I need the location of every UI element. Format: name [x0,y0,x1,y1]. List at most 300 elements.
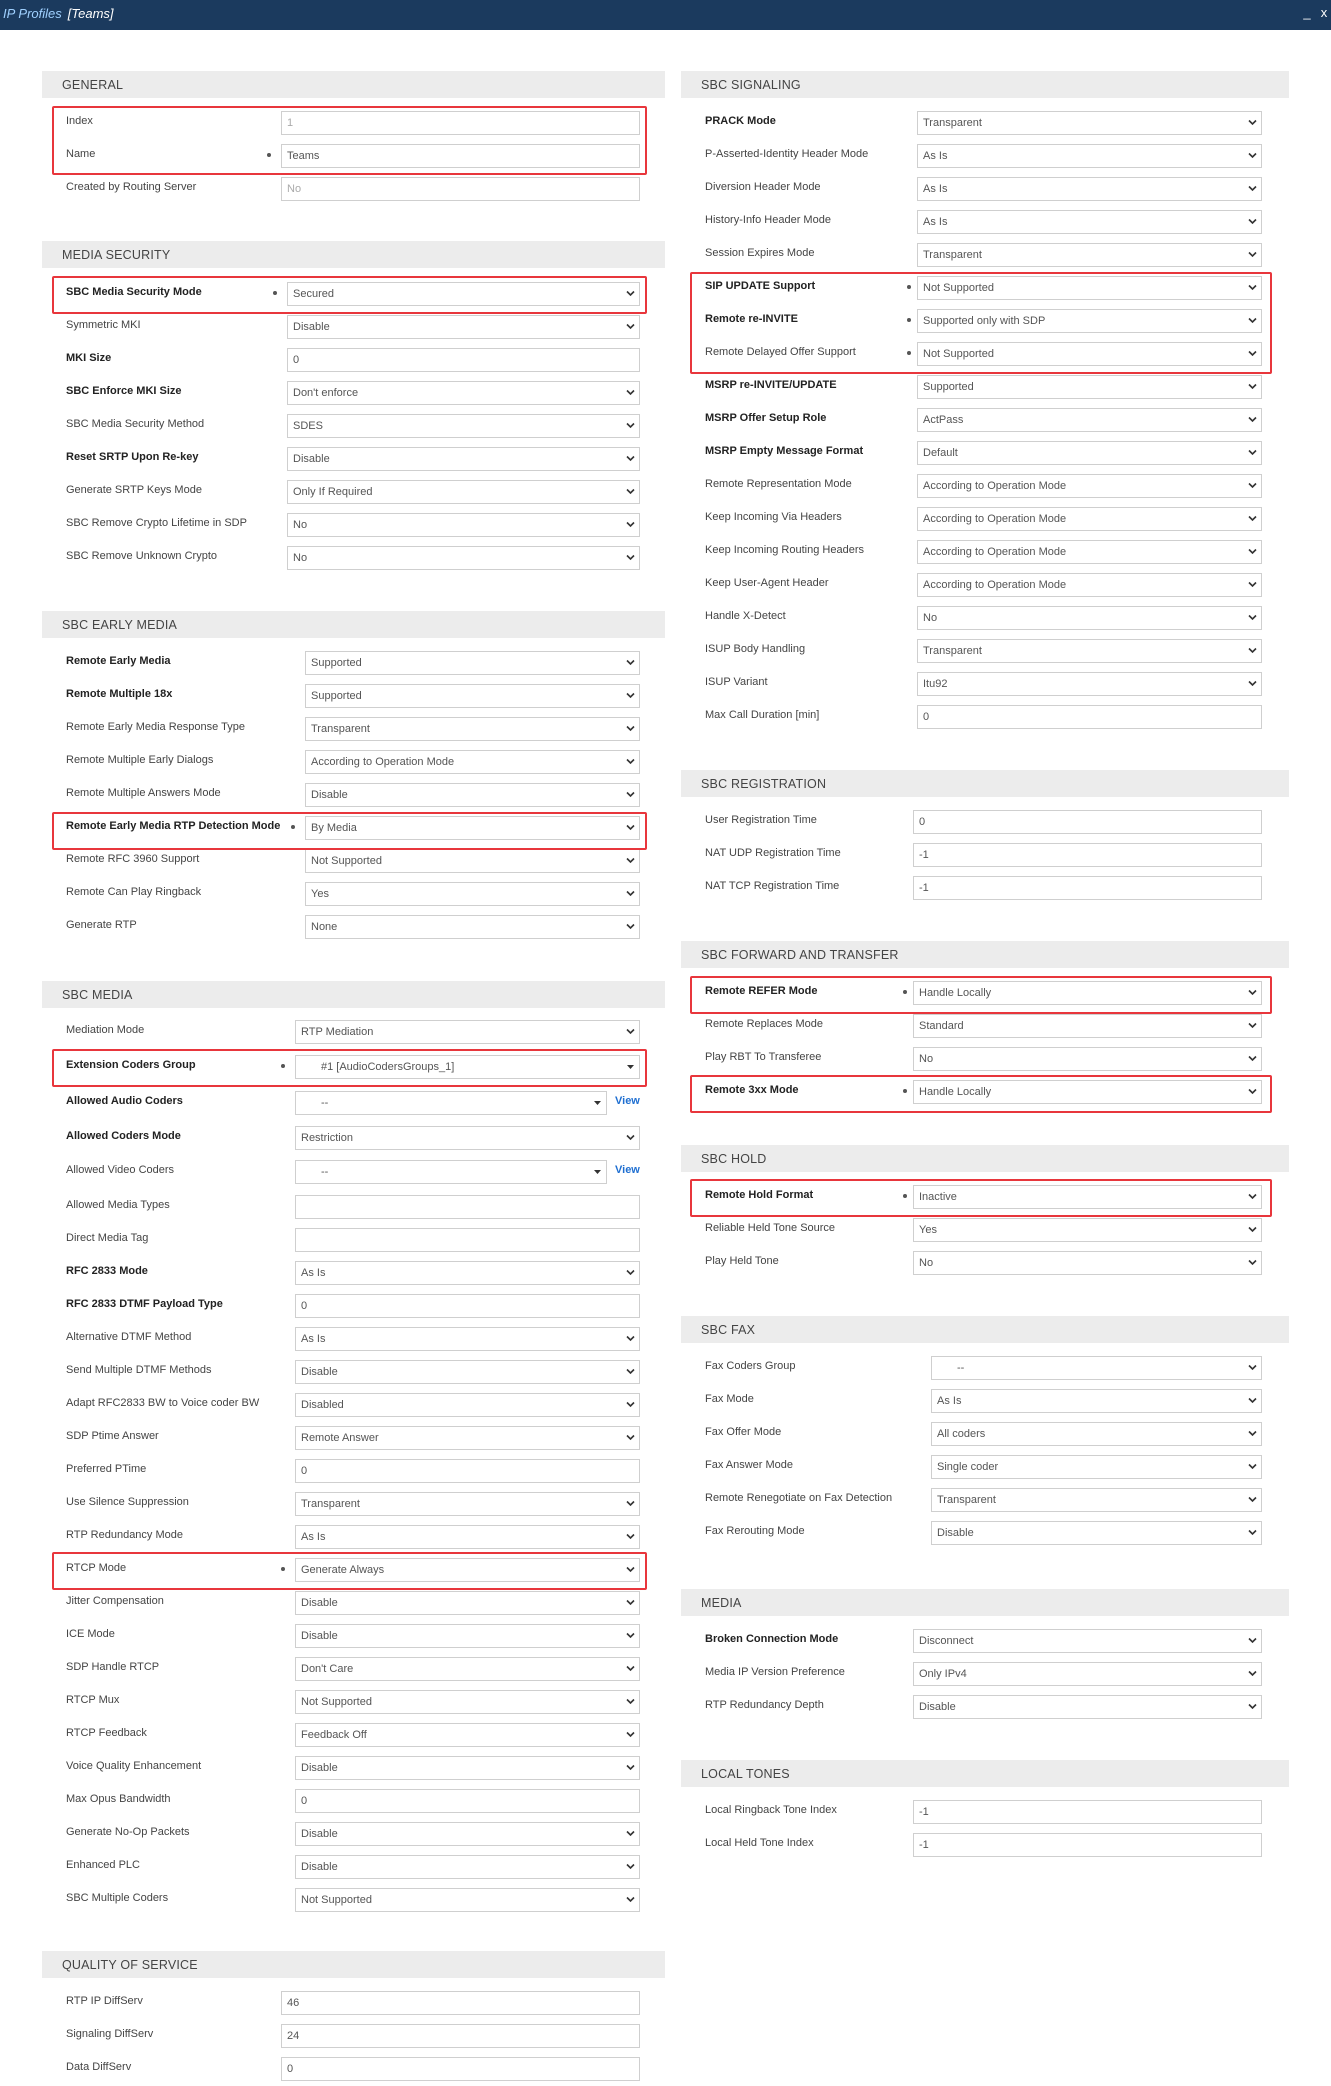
chevron-down-icon [1248,547,1256,555]
remote-refer-mode-select[interactable] [913,981,1262,1005]
msrp-re-invite-update-select[interactable] [917,375,1262,399]
play-rbt-to-transferee-select[interactable] [913,1047,1262,1071]
field-value: -1 [919,882,929,894]
field-row-rtp-ip-diffserv [0,1988,1331,2018]
field-value: Standard [919,1020,964,1032]
nat-udp-registration-time-input[interactable] [913,843,1262,867]
alternative-dtmf-method-select[interactable] [295,1327,640,1351]
chevron-down-icon [1248,316,1256,324]
msrp-offer-setup-role-select[interactable] [917,408,1262,432]
field-value: 0 [919,816,926,828]
chevron-down-icon [1248,646,1256,654]
field-value: Disable [293,453,330,465]
field-label: ISUP Variant [705,676,768,688]
chevron-down-icon [626,1334,634,1342]
field-value: As Is [923,216,948,228]
chevron-down-icon [1248,1462,1256,1470]
field-row-max-call-duration-min [0,702,1331,732]
field-label: Allowed Coders Mode [66,1130,181,1142]
field-value: Supported only with SDP [923,315,1046,327]
section-header-local-tones: LOCAL TONES [681,1760,1289,1787]
field-row-diversion-header-mode [0,174,1331,204]
field-value: Default [923,447,958,459]
local-ringback-tone-index-input[interactable] [913,1800,1262,1824]
field-value: Supported [923,381,974,393]
field-label: Reliable Held Tone Source [705,1222,836,1234]
field-row-rtcp-feedback [0,1720,1331,1750]
field-value: Not Supported [301,1696,372,1708]
field-row-nat-tcp-registration-time [0,873,1331,903]
chevron-down-icon [626,1862,634,1870]
voice-quality-enhancement-select[interactable] [295,1756,640,1780]
field-row-rtcp-mode [0,1555,1331,1585]
remote-replaces-mode-select[interactable] [913,1014,1262,1038]
section-header-media: MEDIA [681,1589,1289,1616]
field-label: Created by Routing Server [66,181,197,193]
field-value: 0 [301,1465,308,1477]
fax-mode-select[interactable] [931,1389,1262,1413]
chevron-down-icon [1248,118,1256,126]
local-held-tone-index-input[interactable] [913,1833,1262,1857]
field-label: RTP IP DiffServ [66,1995,143,2007]
field-value: Only If Required [293,486,373,498]
max-call-duration-min-input[interactable] [917,705,1262,729]
field-label: Remote RFC 3960 Support [66,853,200,865]
broken-connection-mode-select[interactable] [913,1629,1262,1653]
rtp-redundancy-depth-select[interactable] [913,1695,1262,1719]
window-title-text: IP Profiles [3,6,62,21]
field-value: According to Operation Mode [923,480,1067,492]
field-row-keep-user-agent-header [0,570,1331,600]
field-value: Disable [301,1861,338,1873]
field-label: SBC Remove Unknown Crypto [66,550,218,562]
prack-mode-select[interactable] [917,111,1262,135]
field-label: SBC Media Security Method [66,418,205,430]
field-row-broken-connection-mode [0,1626,1331,1656]
field-row-sbc-multiple-coders [0,1885,1331,1915]
field-value: Remote Answer [301,1432,379,1444]
chevron-down-icon [1248,1021,1256,1029]
chevron-down-icon [1248,988,1256,996]
field-label: RTP Redundancy Mode [66,1529,183,1541]
field-row-remote-hold-format [0,1182,1331,1212]
chevron-down-icon [626,1763,634,1771]
field-value: As Is [937,1395,962,1407]
jitter-compensation-select[interactable] [295,1591,640,1615]
field-label: PRACK Mode [705,115,776,127]
field-label: Remote re-INVITE [705,313,798,325]
field-value: 0 [301,1795,308,1807]
chevron-down-icon [1248,184,1256,192]
field-row-fax-answer-mode [0,1452,1331,1482]
remote-representation-mode-select[interactable] [917,474,1262,498]
field-row-history-info-header-mode [0,207,1331,237]
fax-rerouting-mode-select[interactable] [931,1521,1262,1545]
field-label: Fax Coders Group [705,1360,796,1372]
chevron-down-icon [1248,613,1256,621]
field-label: Remote Multiple Early Dialogs [66,754,214,766]
fax-coders-group-select[interactable] [931,1356,1262,1380]
field-label: Fax Offer Mode [705,1426,782,1438]
field-value: Single coder [937,1461,999,1473]
field-label: Allowed Audio Coders [66,1095,183,1107]
field-value: 46 [287,1997,300,2009]
field-row-isup-variant [0,669,1331,699]
field-value: Transparent [923,117,982,129]
field-row-keep-incoming-via-headers [0,504,1331,534]
field-label: Play RBT To Transferee [705,1051,822,1063]
chevron-down-icon [1248,1396,1256,1404]
chevron-down-icon [1248,1225,1256,1233]
field-value: According to Operation Mode [923,546,1067,558]
field-label: MSRP Offer Setup Role [705,412,827,424]
field-row-p-asserted-identity-header-mode [0,141,1331,171]
field-value: SDES [293,420,323,432]
chevron-down-icon [626,922,634,930]
chevron-down-icon [626,1565,634,1573]
field-value: No [293,552,308,564]
field-label: ISUP Body Handling [705,643,806,655]
field-row-user-registration-time [0,807,1331,837]
nat-tcp-registration-time-input[interactable] [913,876,1262,900]
field-row-local-ringback-tone-index [0,1797,1331,1827]
close-icon[interactable]: x [1320,5,1328,20]
field-value: Handle Locally [919,1086,992,1098]
field-label: Voice Quality Enhancement [66,1760,202,1772]
section-header-media-security: MEDIA SECURITY [42,241,665,268]
field-label: P-Asserted-Identity Header Mode [705,148,869,160]
chevron-down-icon [1248,382,1256,390]
field-row-msrp-re-invite-update [0,372,1331,402]
field-label: NAT TCP Registration Time [705,880,840,892]
field-value: Transparent [311,723,370,735]
media-ip-version-preference-select[interactable] [913,1662,1262,1686]
field-value: Transparent [937,1494,996,1506]
field-value: Disable [919,1701,956,1713]
field-row-keep-incoming-routing-headers [0,537,1331,567]
modified-indicator-icon [903,1089,907,1093]
field-value: No [919,1053,934,1065]
msrp-empty-message-format-select[interactable] [917,441,1262,465]
field-label: Remote Early Media RTP Detection Mode [66,820,281,832]
field-value: Disable [301,1828,338,1840]
field-label: Generate SRTP Keys Mode [66,484,202,496]
chevron-down-icon [1248,679,1256,687]
remote-hold-format-select[interactable] [913,1185,1262,1209]
field-value: According to Operation Mode [923,579,1067,591]
chevron-down-icon [1248,1054,1256,1062]
remote-3xx-mode-select[interactable] [913,1080,1262,1104]
field-label: Mediation Mode [66,1024,145,1036]
field-value: Disable [301,1597,338,1609]
sip-update-support-select[interactable] [917,276,1262,300]
field-label: Allowed Media Types [66,1199,170,1211]
field-label: Preferred PTime [66,1463,147,1475]
diversion-header-mode-select[interactable] [917,177,1262,201]
field-row-remote-replaces-mode [0,1011,1331,1041]
remote-delayed-offer-support-select[interactable] [917,342,1262,366]
field-row-fax-offer-mode [0,1419,1331,1449]
field-row-fax-rerouting-mode [0,1518,1331,1548]
field-value: Only IPv4 [919,1668,967,1680]
field-label: Generate RTP [66,919,137,931]
field-label: SBC Media Security Mode [66,286,202,298]
field-value: -- [957,1362,965,1374]
field-row-remote-3xx-mode [0,1077,1331,1107]
field-label: Diversion Header Mode [705,181,821,193]
rtcp-feedback-select[interactable] [295,1723,640,1747]
field-value: 24 [287,2030,300,2042]
keep-incoming-via-headers-select[interactable] [917,507,1262,531]
field-label: RTCP Mode [66,1562,127,1574]
field-row-signaling-diffserv [0,2021,1331,2051]
field-label: Max Call Duration [min] [705,709,820,721]
section-header-sbc-media: SBC MEDIA [42,981,665,1008]
field-label: RTP Redundancy Depth [705,1699,824,1711]
field-value: Yes [311,888,329,900]
field-label: Keep Incoming Via Headers [705,511,842,523]
isup-body-handling-select[interactable] [917,639,1262,663]
field-label: Remote Hold Format [705,1189,814,1201]
field-value: By Media [311,822,357,834]
data-diffserv-input[interactable] [281,2057,640,2081]
field-row-fax-coders-group [0,1353,1331,1383]
allowed-coders-mode-select[interactable] [295,1126,640,1150]
rtcp-mode-select[interactable] [295,1558,640,1582]
field-label: Max Opus Bandwidth [66,1793,171,1805]
field-label: Local Held Tone Index [705,1837,814,1849]
chevron-down-icon [1248,481,1256,489]
view-link-allowed-audio-coders[interactable]: View [615,1095,640,1107]
field-label: Play Held Tone [705,1255,779,1267]
field-label: Data DiffServ [66,2061,132,2073]
field-value: -1 [919,849,929,861]
fax-answer-mode-select[interactable] [931,1455,1262,1479]
chevron-down-icon [1248,514,1256,522]
chevron-down-icon [1248,1429,1256,1437]
modified-indicator-icon [907,285,911,289]
field-label: Remote Early Media [66,655,171,667]
field-value: Don't enforce [293,387,359,399]
field-value: 1 [287,117,294,129]
field-label: Remote Renegotiate on Fax Detection [705,1492,893,1504]
p-asserted-identity-header-mode-select[interactable] [917,144,1262,168]
field-value: As Is [301,1531,326,1543]
field-value: ActPass [923,414,964,426]
minimize-icon[interactable]: _ [1303,5,1311,20]
field-row-fax-mode [0,1386,1331,1416]
keep-user-agent-header-select[interactable] [917,573,1262,597]
handle-x-detect-select[interactable] [917,606,1262,630]
chevron-down-icon [1248,1702,1256,1710]
field-value: No [287,183,302,195]
chevron-down-icon [1248,1363,1256,1371]
chevron-down-icon [626,1730,634,1738]
field-value: Disconnect [919,1635,974,1647]
field-label: SBC Enforce MKI Size [66,385,182,397]
chevron-down-icon [1248,250,1256,258]
field-label: MSRP re-INVITE/UPDATE [705,379,837,391]
field-label: Allowed Video Coders [66,1164,175,1176]
field-row-data-diffserv [0,2054,1331,2084]
field-value: 0 [293,354,300,366]
session-expires-mode-select[interactable] [917,243,1262,267]
field-value: Disable [937,1527,974,1539]
field-value: According to Operation Mode [923,513,1067,525]
field-label: ICE Mode [66,1628,115,1640]
chevron-down-icon [626,790,634,798]
chevron-down-icon [1248,1528,1256,1536]
user-registration-time-input[interactable] [913,810,1262,834]
modified-indicator-icon [907,318,911,322]
section-header-registration: SBC REGISTRATION [681,770,1289,797]
field-row-remote-representation-mode [0,471,1331,501]
field-value: As Is [301,1267,326,1279]
chevron-down-icon [1248,1258,1256,1266]
chevron-down-icon [1248,349,1256,357]
window-titlebar [0,0,1331,30]
field-label: Use Silence Suppression [66,1496,189,1508]
field-label: Remote Representation Mode [705,478,852,490]
field-value: No [923,612,938,624]
field-value: As Is [301,1333,326,1345]
field-label: Session Expires Mode [705,247,815,259]
history-info-header-mode-select[interactable] [917,210,1262,234]
field-row-rtp-redundancy-depth [0,1692,1331,1722]
remote-multiple-early-dialogs-select[interactable] [305,750,640,774]
field-label: Remote Can Play Ringback [66,886,202,898]
play-held-tone-select[interactable] [913,1251,1262,1275]
field-value: Generate Always [301,1564,385,1576]
field-label: History-Info Header Mode [705,214,831,226]
field-value: Transparent [923,249,982,261]
field-label: Remote Early Media Response Type [66,721,245,733]
chevron-down-icon [593,1167,601,1175]
field-label: Extension Coders Group [66,1059,196,1071]
field-row-generate-rtp [0,912,1331,942]
rtp-ip-diffserv-input[interactable] [281,1991,640,2015]
allowed-video-coders-select[interactable] [295,1160,607,1184]
reliable-held-tone-source-select[interactable] [913,1218,1262,1242]
chevron-down-icon [1248,151,1256,159]
rfc-2833-dtmf-payload-type-input[interactable] [295,1294,640,1318]
field-label: Media IP Version Preference [705,1666,845,1678]
field-row-nat-udp-registration-time [0,840,1331,870]
field-value: Don't Care [301,1663,354,1675]
field-label: Jitter Compensation [66,1595,164,1607]
generate-rtp-select[interactable] [305,915,640,939]
field-label: RTCP Mux [66,1694,120,1706]
field-value: Not Supported [311,855,382,867]
field-label: Remote 3xx Mode [705,1084,799,1096]
field-label: Fax Rerouting Mode [705,1525,805,1537]
field-label: NAT UDP Registration Time [705,847,841,859]
field-row-msrp-empty-message-format [0,438,1331,468]
signaling-diffserv-input[interactable] [281,2024,640,2048]
field-label: Generate No-Op Packets [66,1826,190,1838]
chevron-down-icon [626,1895,634,1903]
field-row-media-ip-version-preference [0,1659,1331,1689]
field-label: Keep Incoming Routing Headers [705,544,864,556]
field-label: SDP Ptime Answer [66,1430,159,1442]
chevron-down-icon [1248,1495,1256,1503]
isup-variant-select[interactable] [917,672,1262,696]
field-row-session-expires-mode [0,240,1331,270]
field-label: SDP Handle RTCP [66,1661,160,1673]
field-value: Teams [287,150,320,162]
field-row-msrp-offer-setup-role [0,405,1331,435]
field-value: Transparent [301,1498,360,1510]
field-value: Disable [301,1762,338,1774]
modified-indicator-icon [903,990,907,994]
field-row-prack-mode [0,108,1331,138]
field-value: Disable [311,789,348,801]
chevron-down-icon [626,757,634,765]
keep-incoming-routing-headers-select[interactable] [917,540,1262,564]
chevron-down-icon [626,1598,634,1606]
section-header-general: GENERAL [42,71,665,98]
field-value: Disable [301,1366,338,1378]
field-row-play-held-tone [0,1248,1331,1278]
chevron-down-icon [1248,415,1256,423]
field-label: Symmetric MKI [66,319,141,331]
chevron-down-icon [1248,1669,1256,1677]
field-value: Yes [919,1224,937,1236]
field-value: Not Supported [923,348,994,360]
chevron-down-icon [1248,448,1256,456]
section-header-hold: SBC HOLD [681,1145,1289,1172]
modified-indicator-icon [281,1567,285,1571]
field-value: Handle Locally [919,987,992,999]
window-subtitle: [Teams] [67,6,114,21]
field-value: -1 [919,1806,929,1818]
field-row-isup-body-handling [0,636,1331,666]
field-label: Keep User-Agent Header [705,577,829,589]
field-row-play-rbt-to-transferee [0,1044,1331,1074]
field-value: 0 [301,1300,308,1312]
fax-offer-mode-select[interactable] [931,1422,1262,1446]
chevron-down-icon [626,1133,634,1141]
sbc-multiple-coders-select[interactable] [295,1888,640,1912]
field-value: -1 [919,1839,929,1851]
field-label: Local Ringback Tone Index [705,1804,837,1816]
field-value: Restriction [301,1132,353,1144]
section-header-forward: SBC FORWARD AND TRANSFER [681,941,1289,968]
chevron-down-icon [1248,1087,1256,1095]
chevron-down-icon [1248,283,1256,291]
modified-indicator-icon [903,1194,907,1198]
field-label: Signaling DiffServ [66,2028,154,2040]
field-label: Adapt RFC2833 BW to Voice coder BW [66,1397,260,1409]
field-row-remote-delayed-offer-support [0,339,1331,369]
field-row-remote-refer-mode [0,978,1331,1008]
remote-multiple-answers-mode-select[interactable] [305,783,640,807]
modified-indicator-icon [907,351,911,355]
field-label: RTCP Feedback [66,1727,147,1739]
view-link-allowed-video-coders[interactable]: View [615,1164,640,1176]
field-label: Fax Mode [705,1393,754,1405]
field-label: Remote Replaces Mode [705,1018,824,1030]
field-value: -- [321,1097,329,1109]
field-value: Supported [311,690,362,702]
remote-re-invite-select[interactable] [917,309,1262,333]
field-value: No [293,519,308,531]
field-label: MSRP Empty Message Format [705,445,864,457]
field-label: Index [66,115,93,127]
field-row-sip-update-support [0,273,1331,303]
remote-renegotiate-on-fax-detection-select[interactable] [931,1488,1262,1512]
field-value: Feedback Off [301,1729,367,1741]
